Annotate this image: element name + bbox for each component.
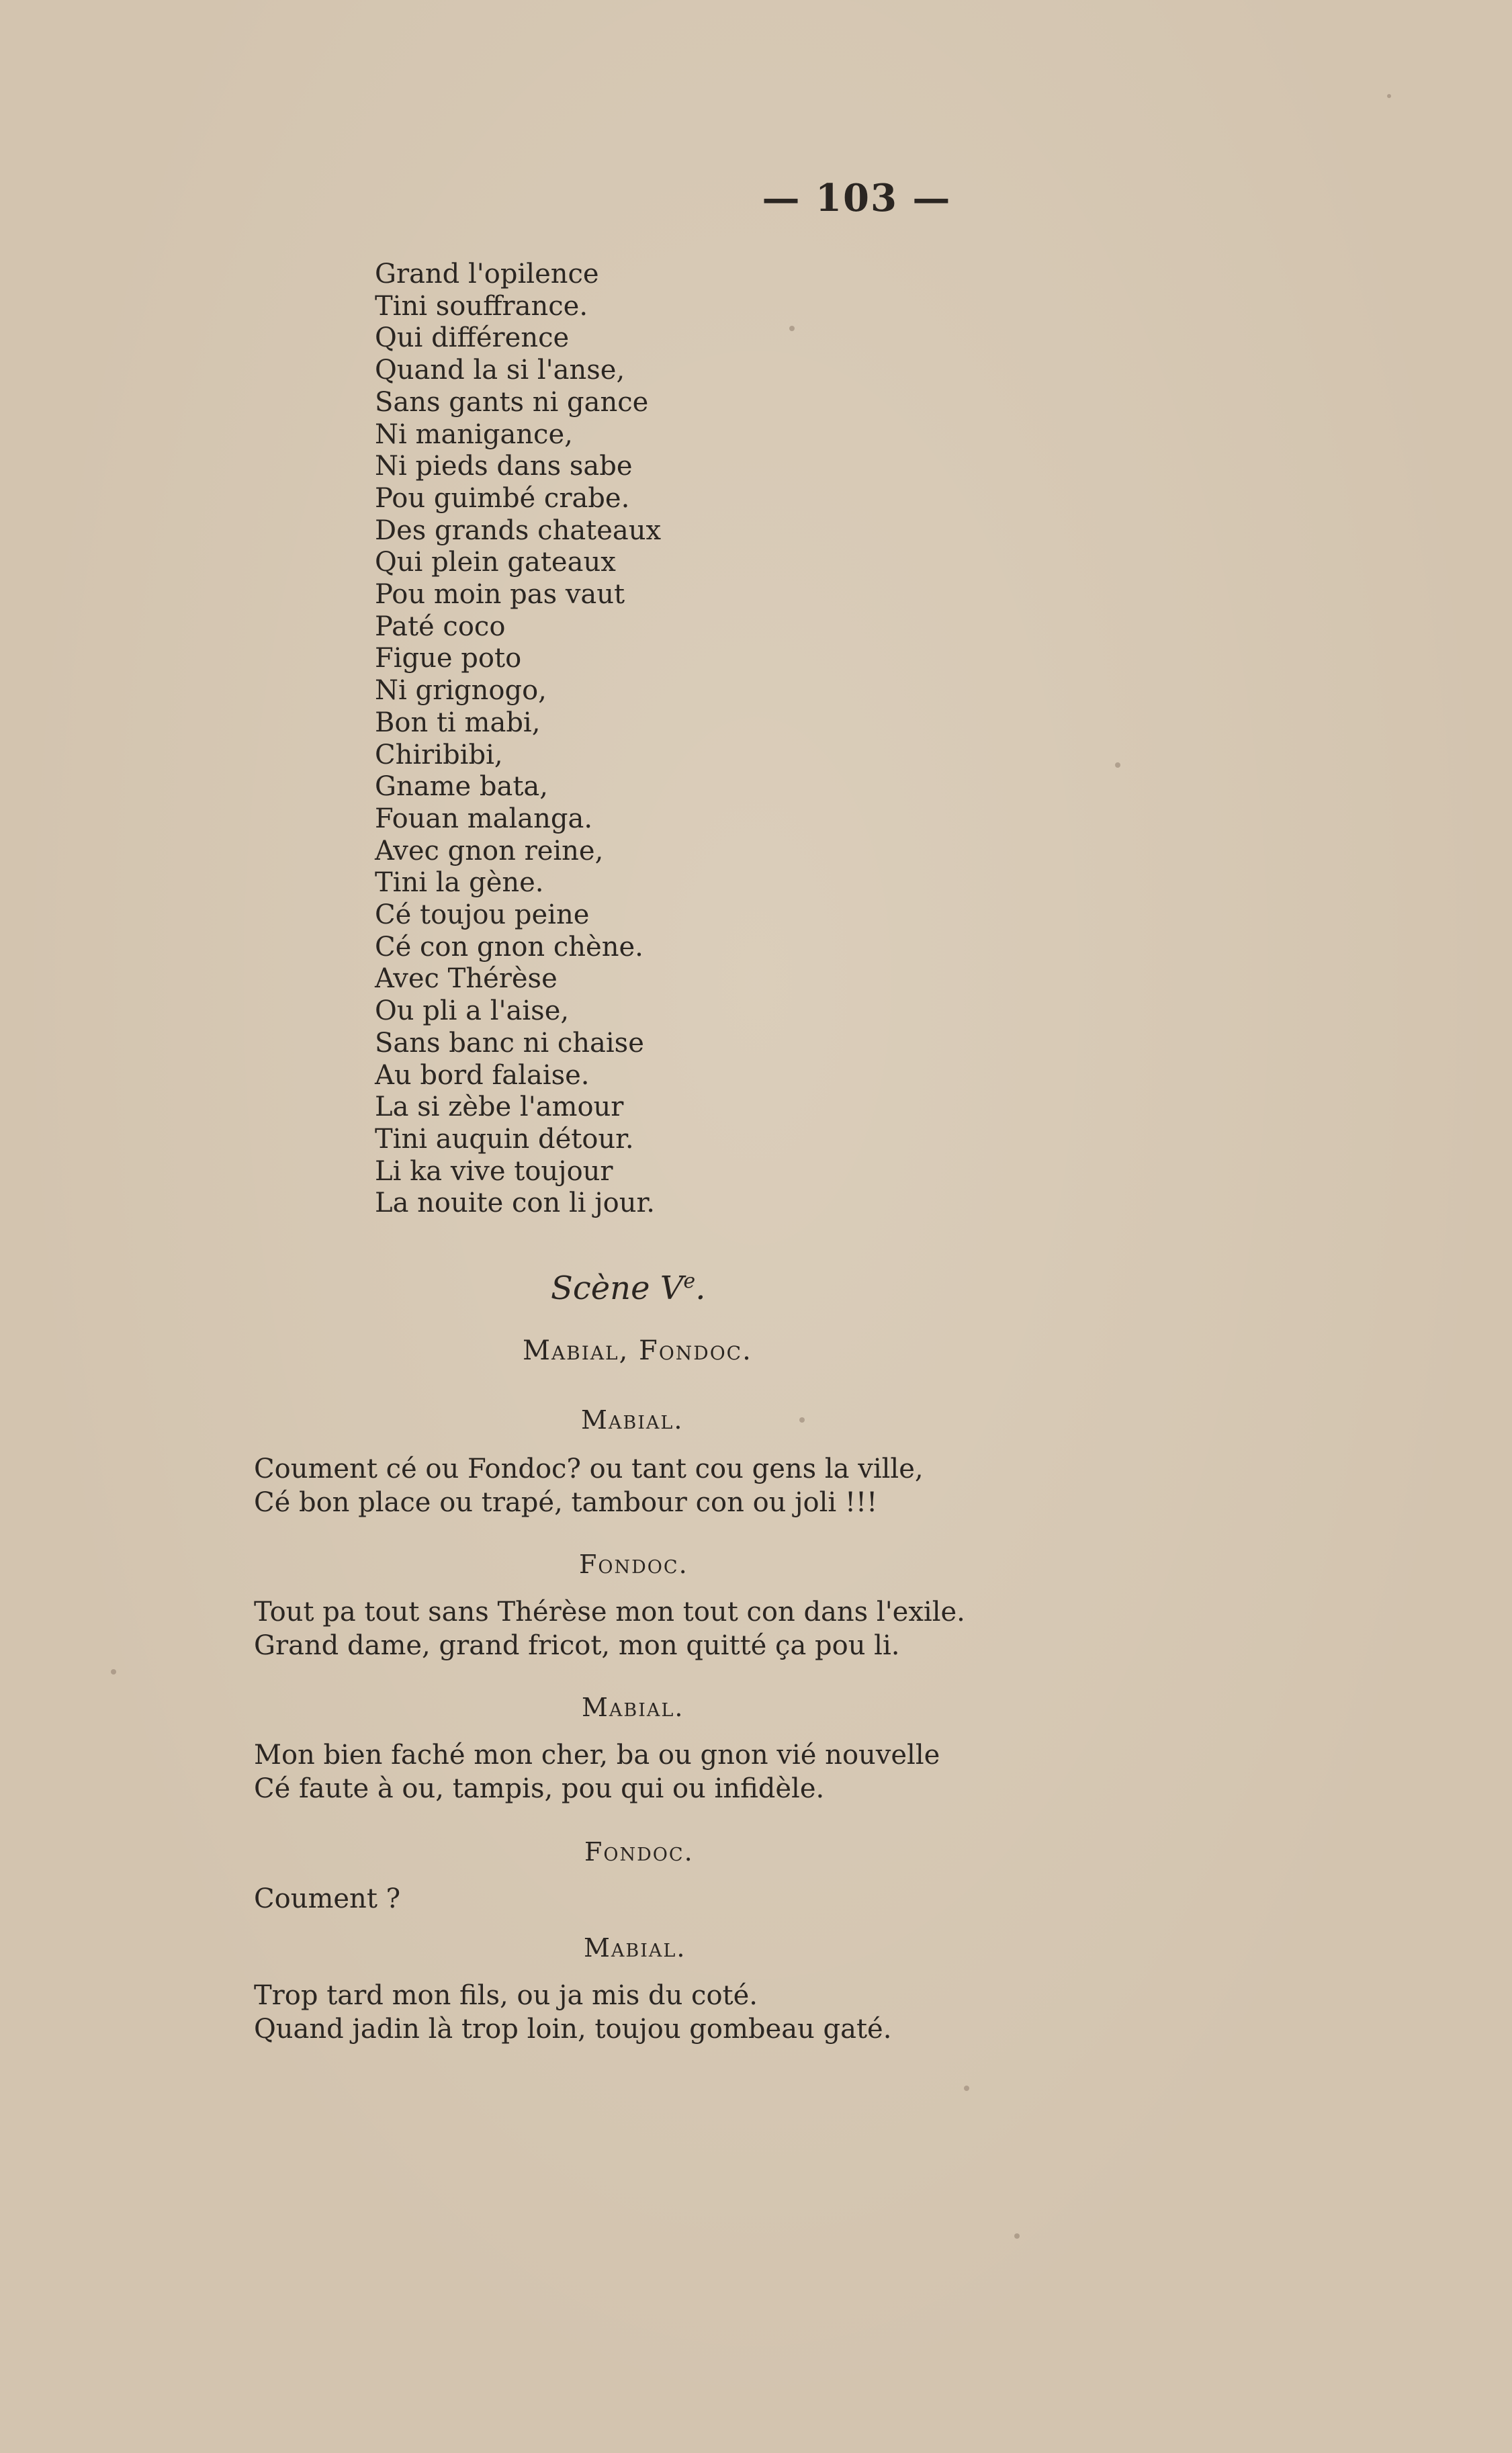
- speaker-name: Mabial.: [582, 1693, 684, 1722]
- speech-line: Coument cé ou Fondoc? ou tant cou gens la ville,: [254, 1454, 924, 1484]
- poem-line: Chiribibi,: [375, 739, 503, 770]
- poem-line: Avec Thérèse: [375, 963, 558, 995]
- poem-line: Pou guimbé crabe.: [375, 482, 630, 514]
- speech-line: Grand dame, grand fricot, mon quitté ça pou li.: [254, 1630, 900, 1661]
- paper-speck: [111, 1669, 116, 1675]
- speech-block: [254, 1738, 940, 1805]
- poem-line: Ni grignogo,: [375, 675, 547, 707]
- page-number: — 103 —: [762, 176, 952, 220]
- speech-line: Cé bon place ou trapé, tambour con ou joli !!!: [254, 1487, 878, 1518]
- poem-line: Qui différence: [375, 322, 570, 354]
- poem-line: Ni pieds dans sabe: [375, 451, 633, 482]
- speaker-name: Fondoc.: [584, 1837, 694, 1867]
- paper-speck: [964, 2086, 969, 2091]
- speech-block: [254, 1979, 891, 2046]
- speech-line: Mon bien faché mon cher, ba ou gnon vié nouvelle: [254, 1740, 940, 1771]
- paper-speck: [799, 1417, 805, 1423]
- poem-line: Paté coco: [375, 611, 506, 642]
- speaker-name: Mabial.: [581, 1405, 684, 1435]
- poem-line: Sans gants ni gance: [375, 386, 649, 418]
- poem-line: Gname bata,: [375, 771, 548, 803]
- poem-line: Tini auquin détour.: [375, 1123, 634, 1155]
- poem-line: Tini souffrance.: [375, 290, 588, 322]
- paper-speck: [1115, 762, 1120, 768]
- speaker-name: Mabial.: [584, 1933, 686, 1963]
- poem-line: Au bord falaise.: [375, 1059, 590, 1091]
- poem-line: La nouite con li jour.: [375, 1188, 655, 1219]
- poem-line: Figue poto: [375, 643, 522, 674]
- speech-line: Tout pa tout sans Thérèse mon tout con dans l'exile.: [254, 1597, 965, 1627]
- paper-speck: [789, 326, 795, 331]
- speech-line: Quand jadin là trop loin, toujou gombeau gaté.: [254, 2014, 892, 2045]
- speech-block: [254, 1595, 965, 1662]
- poem-stanza: [375, 259, 661, 1220]
- speech-block: [254, 1882, 400, 1916]
- poem-line: Ni manigance,: [375, 418, 573, 450]
- poem-line: Sans banc ni chaise: [375, 1027, 644, 1059]
- speaker-name: Fondoc.: [579, 1550, 688, 1579]
- speech-line: Coument ?: [254, 1883, 401, 1914]
- scene-characters: Mabial, Fondoc.: [523, 1335, 752, 1366]
- poem-line: Bon ti mabi,: [375, 707, 541, 738]
- poem-line: Li ka vive toujour: [375, 1155, 613, 1187]
- poem-line: La si zèbe l'amour: [375, 1091, 624, 1123]
- poem-line: Fouan malanga.: [375, 803, 593, 834]
- speech-block: [254, 1452, 924, 1519]
- poem-line: Ou pli a l'aise,: [375, 995, 570, 1027]
- poem-line: Pou moin pas vaut: [375, 579, 625, 611]
- poem-line: Cé con gnon chène.: [375, 931, 643, 963]
- poem-line: Tini la gène.: [375, 867, 544, 899]
- speech-line: Trop tard mon fils, ou ja mis du coté.: [254, 1980, 758, 2011]
- poem-line: Cé toujou peine: [375, 899, 590, 931]
- speech-line: Cé faute à ou, tampis, pou qui ou infidèle.: [254, 1773, 825, 1804]
- paper-speck: [1387, 94, 1391, 98]
- poem-line: Des grands chateaux: [375, 515, 662, 546]
- poem-line: Grand l'opilence: [375, 259, 599, 289]
- paper-speck: [1014, 2233, 1020, 2239]
- scene-heading: Scène Ve.: [551, 1269, 706, 1307]
- poem-line: Avec gnon reine,: [375, 835, 604, 866]
- poem-line: Qui plein gateaux: [375, 547, 616, 578]
- poem-line: Quand la si l'anse,: [375, 355, 625, 386]
